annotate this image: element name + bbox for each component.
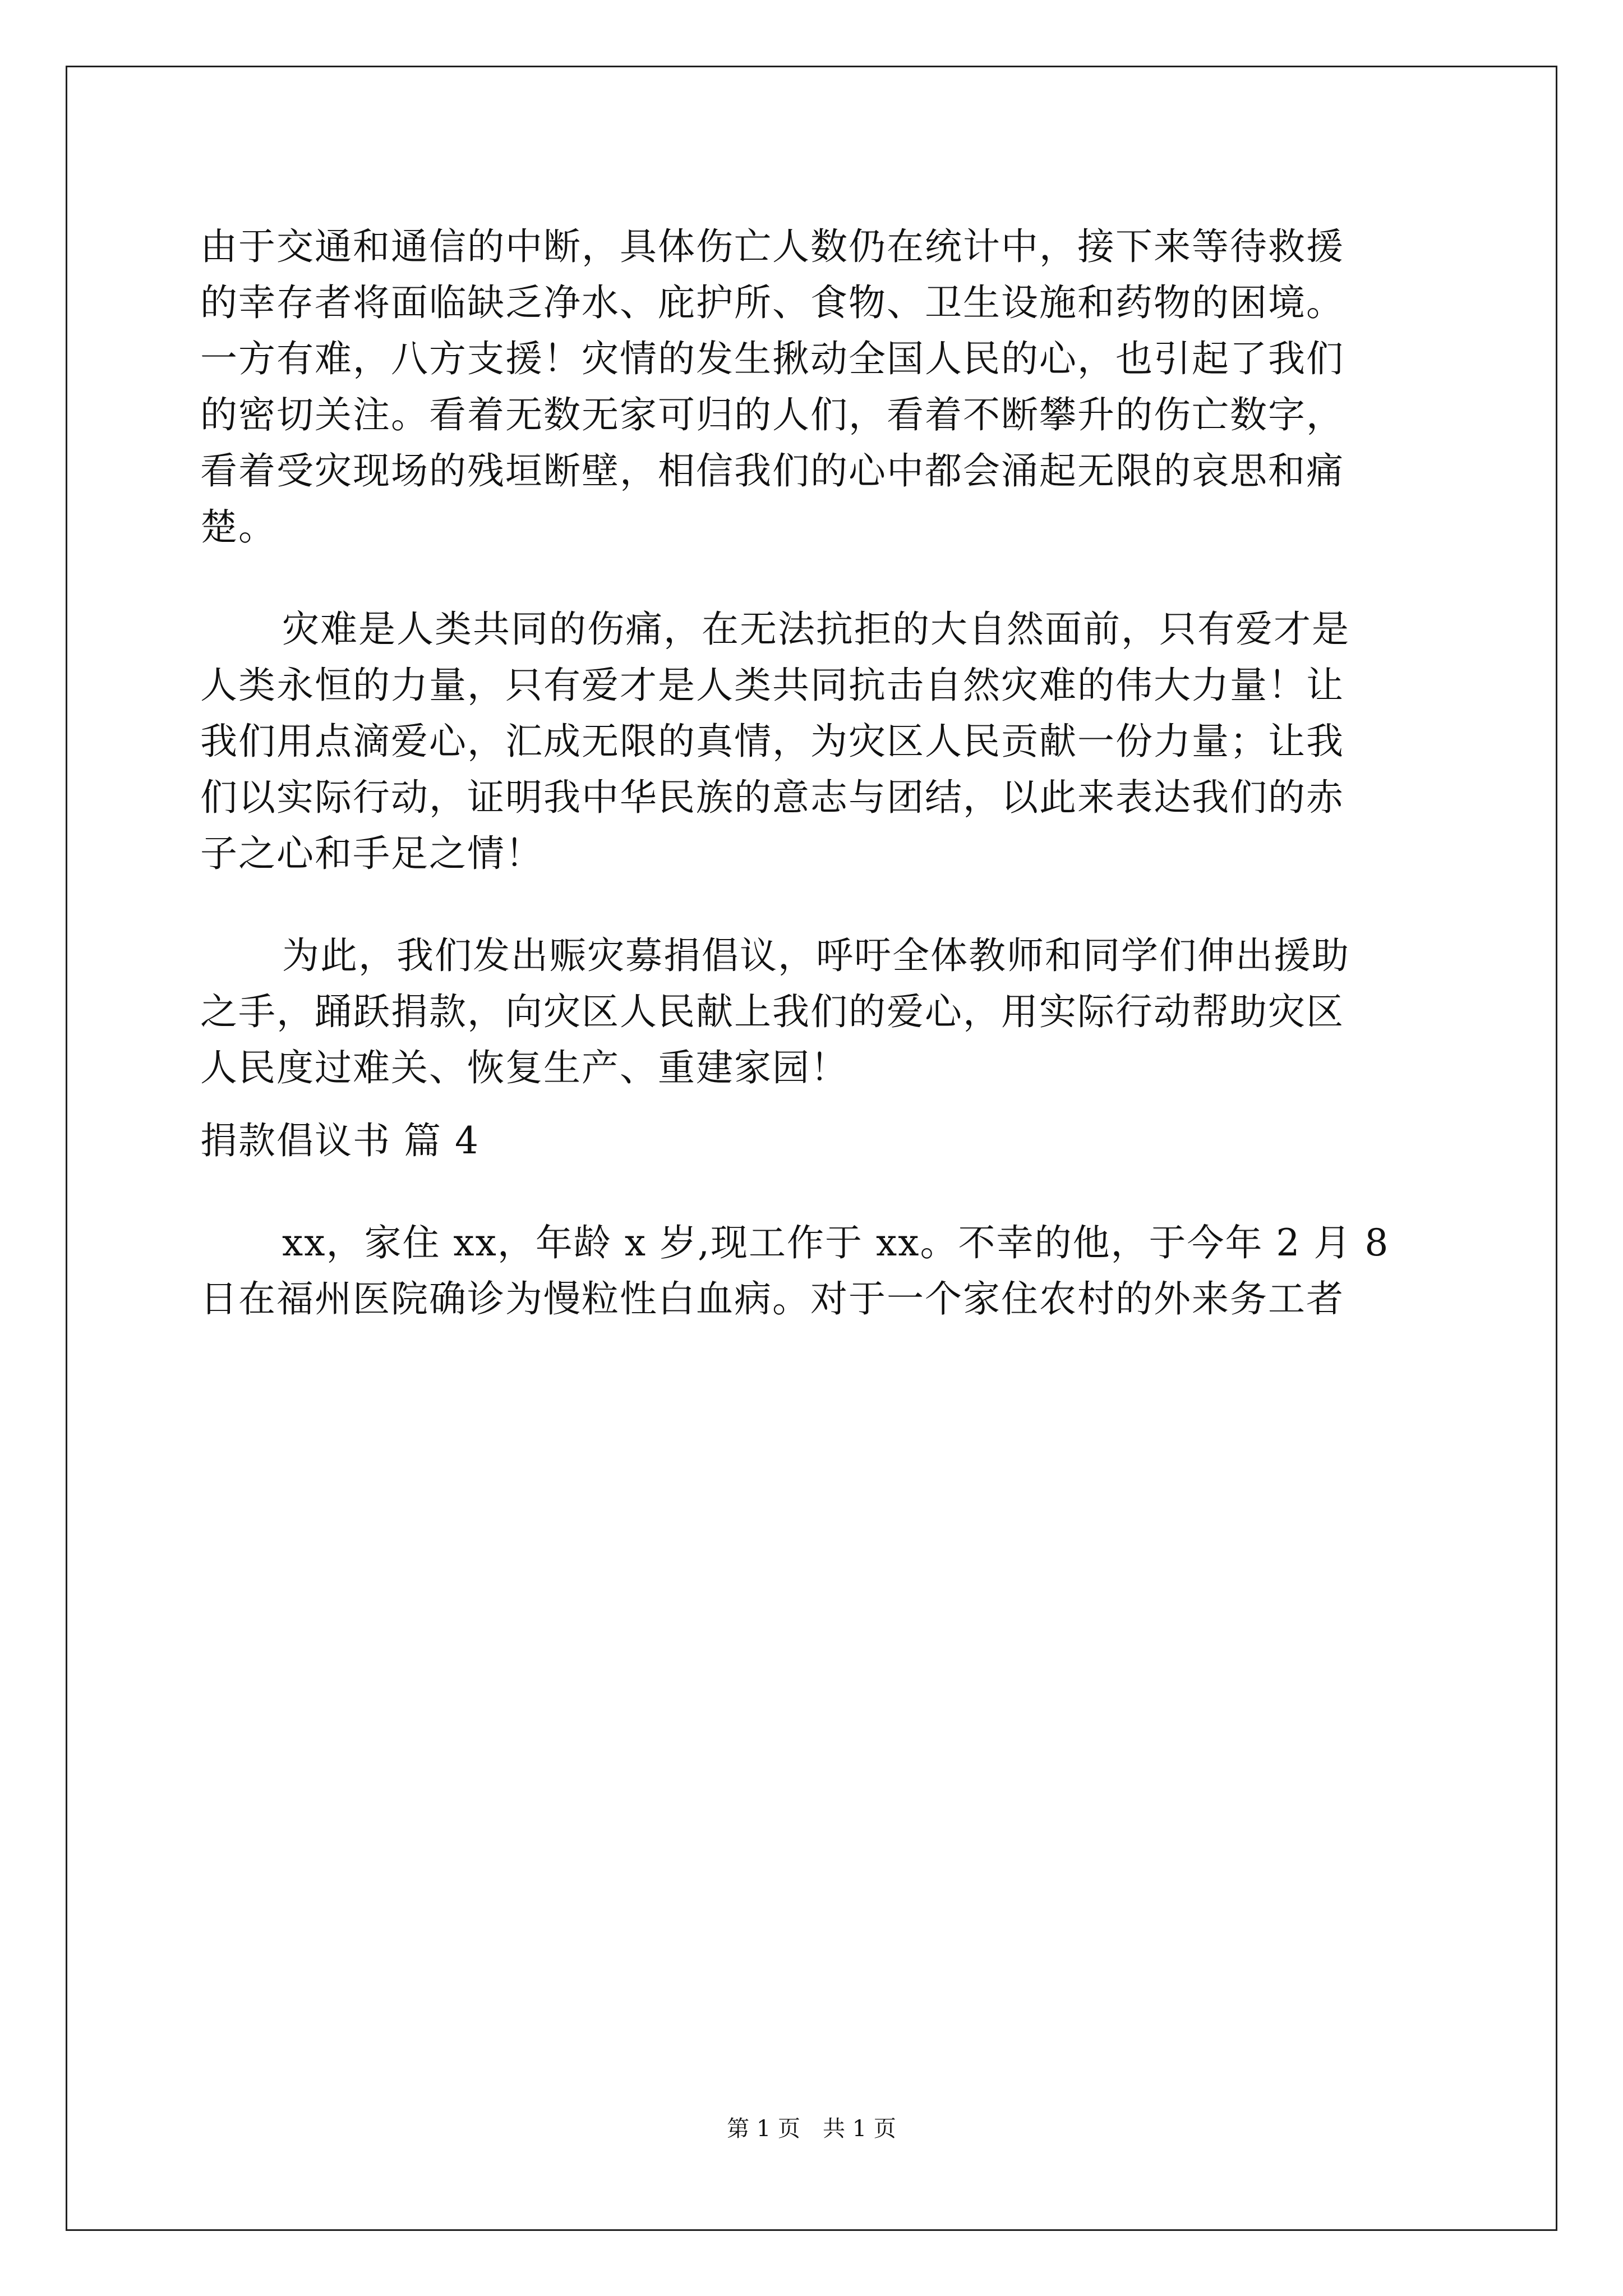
paragraph-spacer: [200, 555, 1434, 601]
paragraph: [200, 601, 1434, 882]
paragraph: [200, 928, 1434, 1096]
text-line: 楚。: [200, 505, 276, 549]
text-line: 们以实际行动，证明我中华民族的意志与团结，以此来表达我们的赤: [200, 776, 1344, 819]
text-line: 的幸存者将面临缺乏净水、庇护所、食物、卫生设施和药物的困境。: [200, 281, 1344, 324]
paragraph: [200, 219, 1434, 555]
text-line: xx，家住 xx，年龄 x 岁,现工作于 xx。不幸的他，于今年 2 月 8: [282, 1221, 1390, 1264]
text-line: 人类永恒的力量，只有爱才是人类共同抗击自然灾难的伟大力量！让: [200, 664, 1344, 707]
document-body: [200, 219, 1434, 1327]
text-line: 子之心和手足之情！: [200, 832, 543, 875]
text-line: 灾难是人类共同的伤痛，在无法抗拒的大自然面前，只有爱才是: [282, 608, 1350, 651]
text-line: 的密切关注。看着无数无家可归的人们，看着不断攀升的伤亡数字，: [200, 393, 1344, 436]
text-line: 人民度过难关、恢复生产、重建家园！: [200, 1046, 849, 1089]
text-line: 之手，踊跃捐款，向灾区人民献上我们的爱心，用实际行动帮助灾区: [200, 990, 1344, 1033]
page-number-footer: 第 1 页 共 1 页: [727, 2116, 896, 2142]
text-line: 日在福州医院确诊为慢粒性白血病。对于一个家住农村的外来务工者: [200, 1277, 1344, 1320]
paragraph-spacer: [200, 1096, 1434, 1113]
section-heading: 捐款倡议书 篇 4: [200, 1119, 479, 1162]
text-line: 由于交通和通信的中断，具体伤亡人数仍在统计中，接下来等待救援: [200, 225, 1344, 268]
paragraph-spacer: [200, 882, 1434, 928]
text-line: 一方有难，八方支援！灾情的发生揪动全国人民的心，也引起了我们: [200, 337, 1344, 380]
text-line: 我们用点滴爱心，汇成无限的真情，为灾区人民贡献一份力量；让我: [200, 720, 1344, 763]
text-line: 看着受灾现场的残垣断壁，相信我们的心中都会涌起无限的哀思和痛: [200, 449, 1344, 493]
paragraph: [200, 1215, 1434, 1327]
text-line: 为此，我们发出赈灾募捐倡议，呼吁全体教师和同学们伸出援助: [282, 934, 1350, 977]
paragraph-spacer: [200, 1169, 1434, 1215]
